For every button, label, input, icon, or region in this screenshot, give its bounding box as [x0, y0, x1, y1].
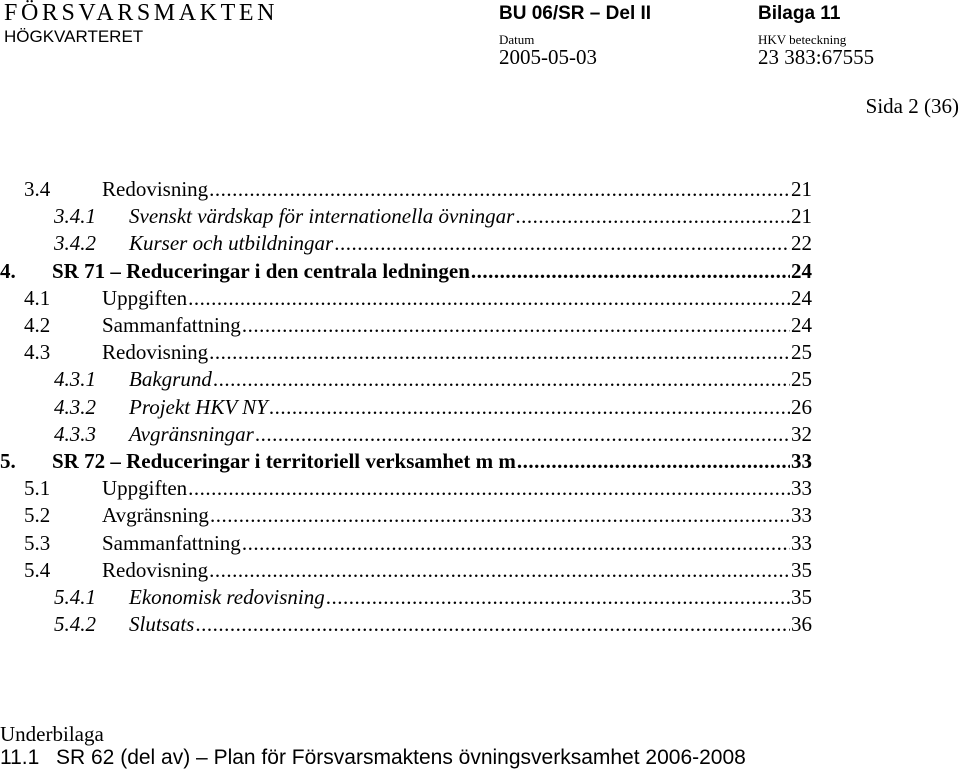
- toc-entry: [24, 311, 812, 339]
- toc-entry-page: 35: [791, 585, 812, 609]
- toc-entry-number: 3.4.2: [54, 231, 96, 256]
- toc-entry: [54, 420, 812, 448]
- toc-entry: [24, 175, 812, 203]
- toc-entry-title: Redovisning: [102, 340, 209, 365]
- toc-dot-leader: [255, 420, 790, 448]
- toc-entry: [54, 583, 812, 611]
- date-label: Datum: [499, 32, 535, 47]
- toc-entry: [24, 529, 812, 557]
- toc-entry: [0, 447, 812, 475]
- toc-dot-leader: [334, 229, 790, 257]
- toc-entry-page: 25: [791, 340, 812, 365]
- toc-dot-leader: [209, 338, 790, 366]
- toc-entry-title: Uppgiften: [102, 285, 188, 310]
- toc-entry-title: Bakgrund: [129, 367, 212, 392]
- toc-dot-leader: [242, 529, 790, 557]
- toc-entry-number: 5.4: [24, 557, 51, 582]
- toc-dot-leader: [242, 311, 790, 339]
- toc-entry-title: Redovisning: [102, 557, 209, 582]
- toc-entry: [24, 474, 812, 502]
- toc-entry-number: 5.: [0, 449, 16, 473]
- reference-label: HKV beteckning: [758, 32, 847, 47]
- toc-entry-number: 4.3.2: [54, 394, 96, 419]
- toc-entry-page: 35: [791, 557, 812, 582]
- toc-entry-number: 4.3.3: [54, 421, 96, 446]
- appendix-item-number: 11.1: [0, 746, 40, 769]
- reference-value: 23 383:67555: [758, 45, 875, 69]
- toc-dot-leader: [195, 610, 790, 638]
- toc-entry-title: Kurser och utbildningar: [129, 231, 334, 256]
- toc-entry-page: 21: [791, 177, 812, 201]
- toc-dot-leader: [269, 393, 790, 421]
- toc-entry-title: Ekonomisk redovisning: [129, 585, 325, 609]
- toc-dot-leader: [326, 583, 790, 611]
- toc-entry: [54, 229, 812, 257]
- toc-entry-title: Avgränsningar: [129, 421, 254, 446]
- toc-dot-leader: [209, 175, 790, 203]
- toc-entry-number: 3.4: [24, 177, 51, 201]
- toc-entry-page: 33: [791, 476, 812, 501]
- toc-entry: [24, 284, 812, 312]
- toc-entry: [54, 202, 812, 230]
- toc-dot-leader: [210, 501, 790, 529]
- toc-dot-leader: [517, 447, 790, 475]
- toc-entry-page: 36: [791, 612, 812, 637]
- org-name: FÖRSVARSMAKTEN: [4, 0, 279, 26]
- toc-entry-number: 5.3: [24, 530, 51, 555]
- toc-entry-page: 25: [791, 367, 812, 392]
- document-title: BU 06/SR – Del II: [499, 3, 652, 24]
- toc-entry-page: 24: [791, 313, 812, 337]
- toc-dot-leader: [471, 257, 790, 285]
- toc-entry-page: 33: [791, 530, 812, 555]
- toc-entry-number: 4.3: [24, 340, 51, 365]
- toc-entry: [54, 610, 812, 638]
- toc-entry-number: 5.4.2: [54, 612, 96, 637]
- toc-dot-leader: [188, 284, 790, 312]
- toc-entry-title: Slutsats: [129, 612, 195, 637]
- toc-entry: [24, 556, 812, 584]
- toc-entry-title: Sammanfattning: [102, 530, 241, 555]
- toc-entry-page: 22: [791, 231, 812, 256]
- page-number: Sida 2 (36): [865, 94, 959, 118]
- org-unit: HÖGKVARTERET: [4, 27, 144, 46]
- toc-dot-leader: [188, 474, 790, 502]
- toc-entry-number: 4.2: [24, 313, 51, 337]
- toc-entry-title: Avgränsning: [102, 503, 209, 528]
- toc-entry-title: Projekt HKV NY: [129, 394, 268, 419]
- toc-dot-leader: [515, 202, 790, 230]
- toc-dot-leader: [213, 365, 790, 393]
- toc-entry-page: 32: [791, 421, 812, 446]
- toc-entry-title: Sammanfattning: [102, 313, 241, 337]
- toc-entry-number: 5.2: [24, 503, 51, 528]
- toc-entry-page: 21: [791, 204, 812, 229]
- toc-entry-title: SR 71 – Reduceringar i den centrala ledningen: [52, 258, 470, 283]
- toc-entry-number: 3.4.1: [54, 204, 96, 229]
- toc-entry-number: 4.1: [24, 285, 51, 310]
- toc-entry-number: 5.1: [24, 476, 51, 501]
- toc-entry: [54, 393, 812, 421]
- toc-entry-page: 26: [791, 394, 812, 419]
- toc-entry: [24, 501, 812, 529]
- appendix-heading: Underbilaga: [0, 722, 104, 746]
- appendix-label: Bilaga 11: [758, 3, 841, 24]
- toc-entry: [24, 338, 812, 366]
- toc-entry-title: Redovisning: [102, 177, 209, 201]
- toc-entry-title: Svenskt värdskap för internationella övningar: [129, 204, 515, 229]
- date-value: 2005-05-03: [499, 45, 597, 69]
- toc-entry-title: Uppgiften: [102, 476, 188, 501]
- toc-entry-page: 24: [791, 285, 812, 310]
- toc-entry-page: 33: [791, 503, 812, 528]
- toc-entry-number: 4.3.1: [54, 367, 96, 392]
- toc-entry-number: 4.: [0, 258, 16, 283]
- toc-dot-leader: [209, 556, 790, 584]
- toc-entry: [0, 257, 812, 285]
- toc-entry: [54, 365, 812, 393]
- appendix-item: [0, 746, 746, 770]
- toc-entry-number: 5.4.1: [54, 585, 96, 609]
- toc-entry-page: 33: [791, 449, 812, 473]
- toc-entry-page: 24: [791, 258, 812, 283]
- toc-entry-title: SR 72 – Reduceringar i territoriell verksamhet m m: [52, 449, 516, 473]
- appendix-item-title: SR 62 (del av) – Plan för Försvarsmaktens övningsverksamhet 2006-2008: [56, 746, 746, 769]
